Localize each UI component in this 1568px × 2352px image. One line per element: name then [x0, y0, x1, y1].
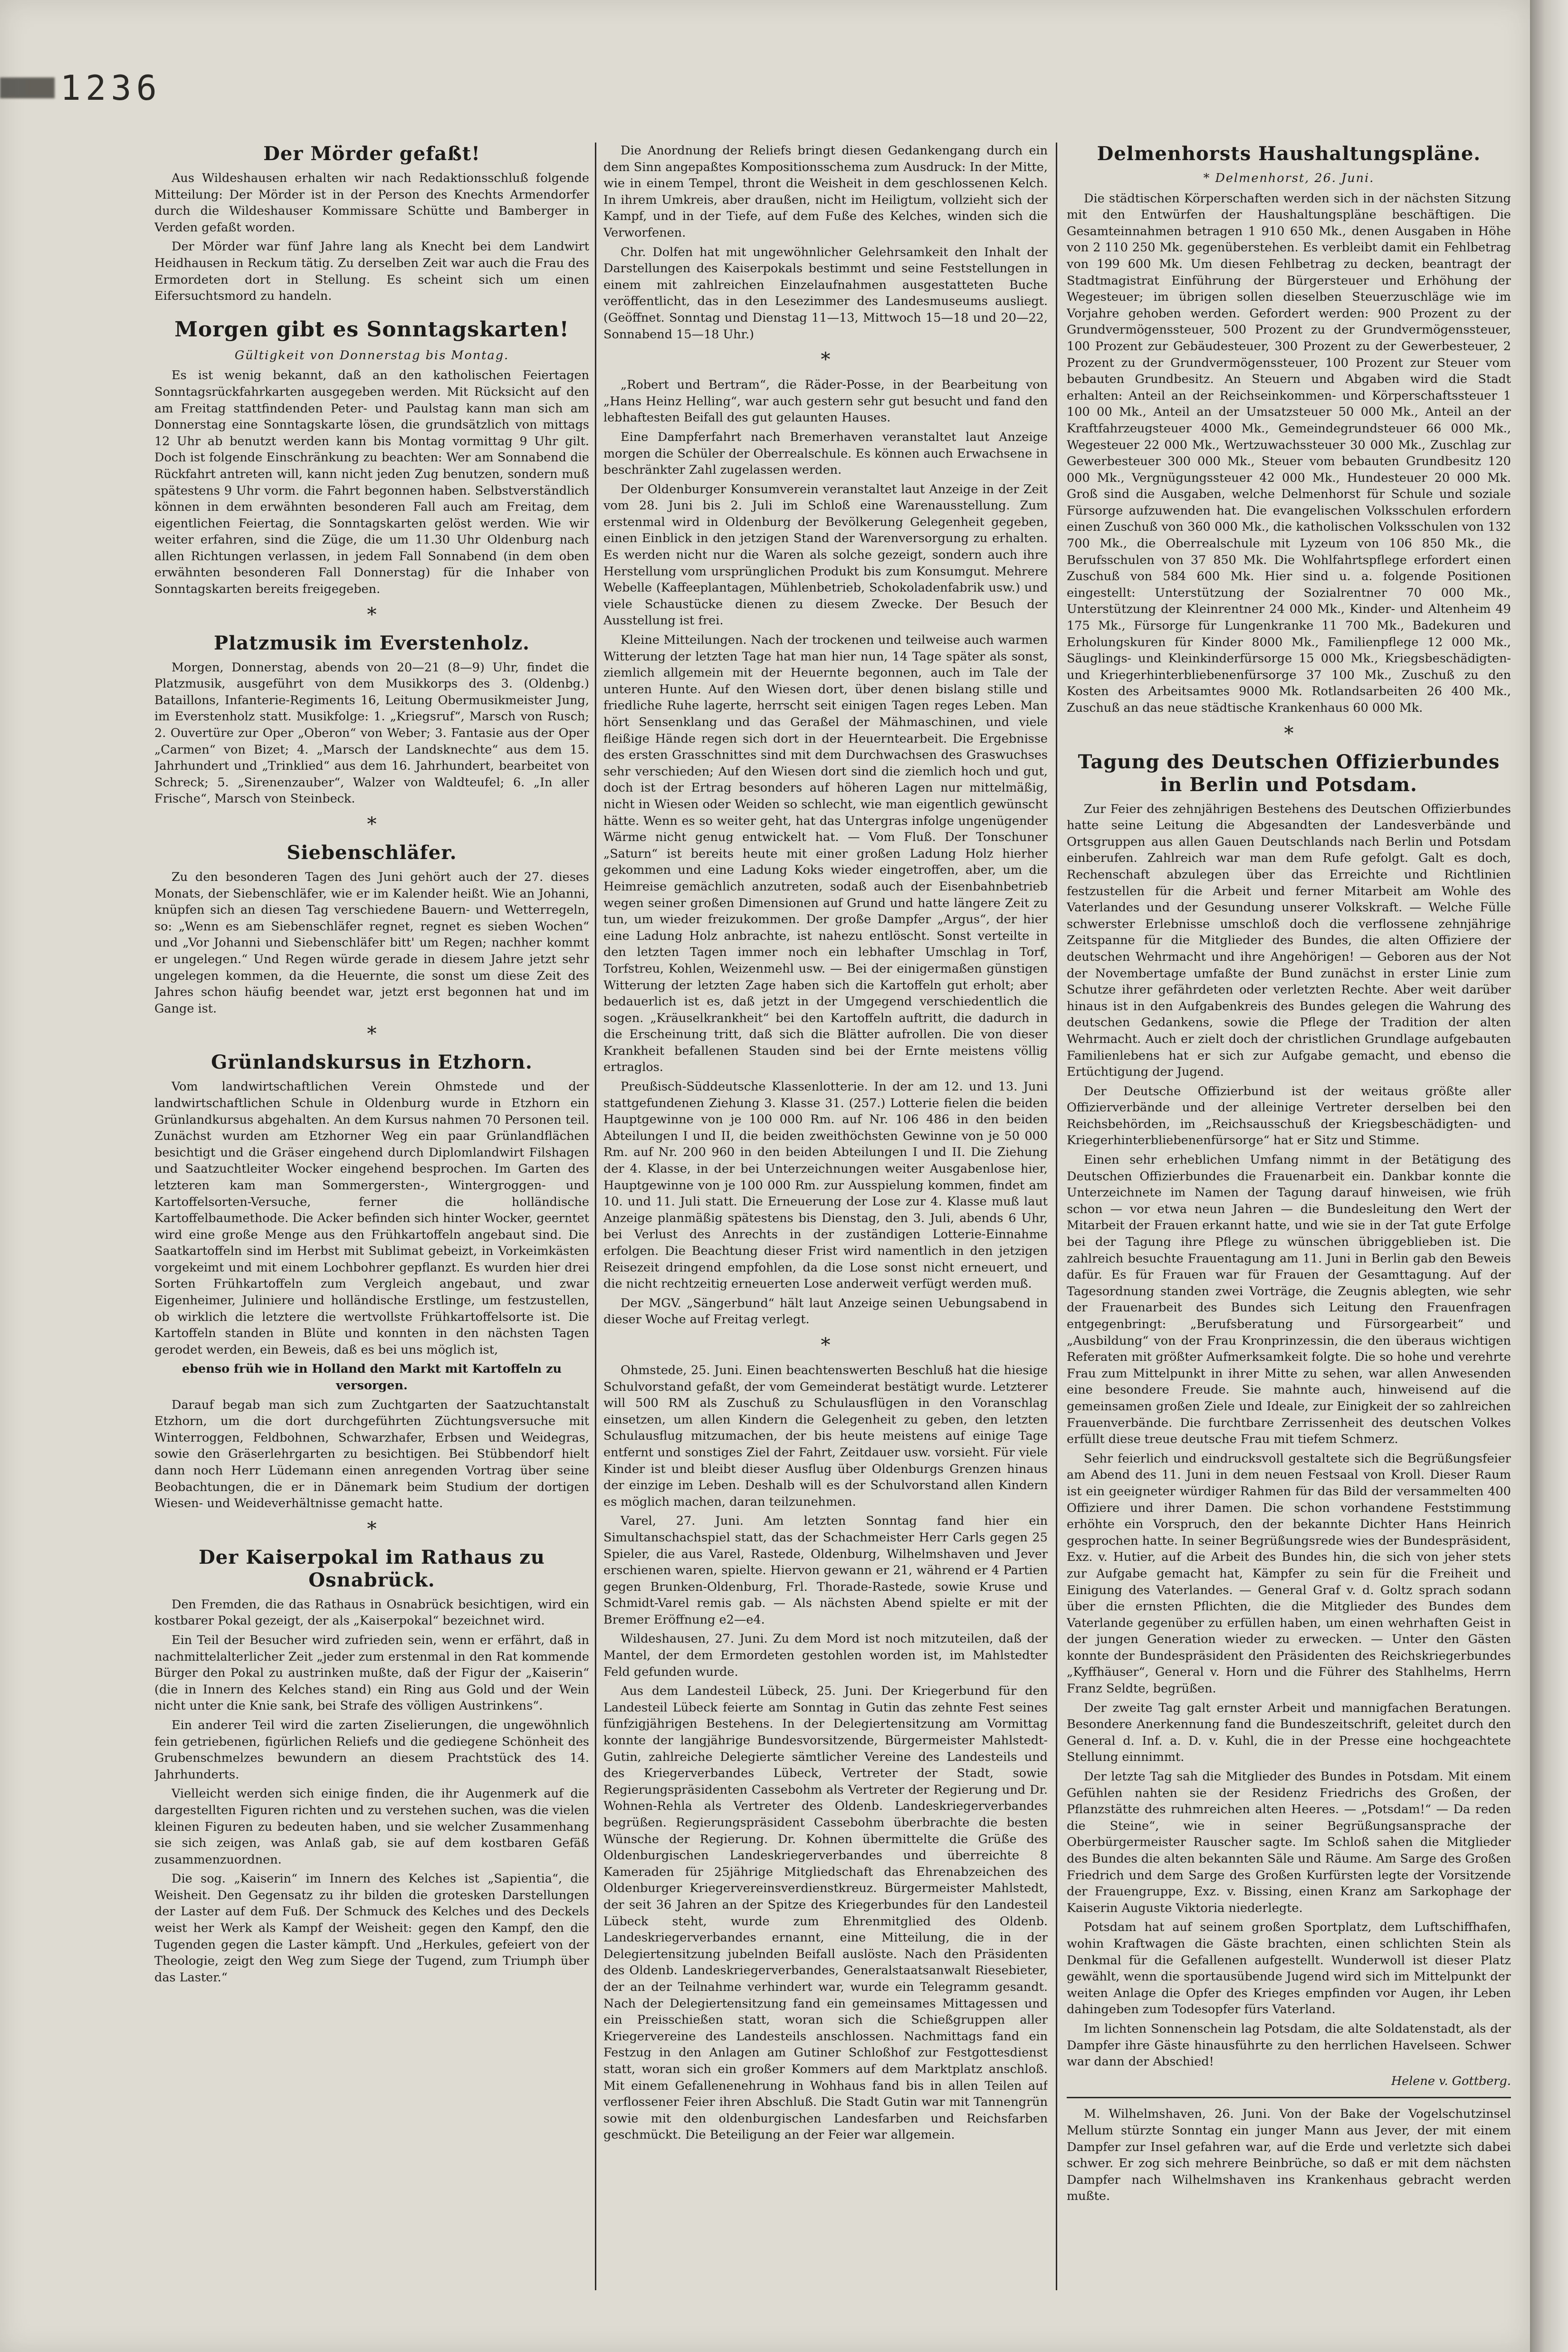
paragraph: Ohmstede, 25. Juni. Einen beachtenswerten Beschluß hat die hiesige Schulvorstand gefaßt, der vom Gemeinderat bestätigt wurde. Letzterer will 500 RM als Zuschuß zu Schulausflügen in den Voranschlag einsetzen, um allen Kindern die Gelegenheit zu geben, den letzten Schulausflug mitzumachen, der bis heute meistens auf einige Tage entfernt und sonstiges Ziel der Fahrt, Zeitdauer usw. vorsieht. Für viele Kinder ist und bleibt dieser Ausflug über Oldenburgs Grenzen hinaus der einzige im Leben. Deshalb will es der Schulvorstand allen Kindern es möglich machen, daran teilzunehmen.	[603, 1363, 1048, 1509]
headline-moerder: Der Mörder gefaßt!	[263, 143, 480, 165]
paragraph: Ein anderer Teil wird die zarten Ziselierungen, die ungewöhnlich fein getriebenen, figürlichen Reliefs und die gediegene Schönheit des Grubenschmelzes bewundern an diesem Prachtstück des 14. Jahrhunderts.	[154, 1718, 589, 1782]
separator-star: *	[1284, 722, 1294, 745]
paragraph: Sehr feierlich und eindrucksvoll gestaltete sich die Begrüßungsfeier am Abend des 11. Juni in dem neuen Festsaal von Kroll. Dieser Raum ist ein geeigneter würdiger Rahmen für das Bild der versammelten 400 Offiziere und ihrer Damen. Die schon vorhandene Feststimmung erhöhte ein Vorspruch, den der bekannte Dichter Hans Heinrich gesprochen hatte. In seiner Begrüßungsrede wies der Bundespräsident, Exz. v. Hutier, auf die Arbeit des Bundes hin, die sich von jeher stets zur Aufgabe gemacht hat, Kämpfer zu sein für die Freiheit und Einigung des Vaterlandes. — General Graf v. d. Goltz sprach sodann über die ernsten Pflichten, die die Mitglieder des Bundes dem Vaterlande gegenüber zu erfüllen haben, um einen wehrhaften Geist in der jungen Generation wieder zu erwecken. — Unter den Gästen konnte der Bundespräsident den Präsidenten des Reichskriegerbundes „Kyffhäuser“, General v. Horn und die Führer des Stahlhelms, Herrn Franz Seldte, begrüßen.	[1067, 1451, 1511, 1696]
paragraph: Aus dem Landesteil Lübeck, 25. Juni. Der Kriegerbund für den Landesteil Lübeck feierte am Sonntag in Gutin das zehnte Fest seines fünfzigjährigen Bestehens. In der Delegiertensitzung am Vormittag konnte der langjährige Bundesvorsitzende, Bürgermeister Mahlstedt-Gutin, zahlreiche Delegierte sämtlicher Vereine des Landesteils und des Kriegerverbandes Lübeck, Vertreter der Stadt, sowie Regierungspräsidenten Cassebohm als Vertreter der Regierung und Dr. Wohnen-Rehla als Vertreter des Oldenb. Landeskriegerverbandes begrüßen. Regierungspräsident Cassebohm überbrachte die besten Wünsche der Regierung. Dr. Kohnen übermittelte die Grüße des Oldenburgischen Landeskriegerverbandes und überreichte 8 Kameraden für 25jährige Mitgliedschaft das Ehrenabzeichen des Oldenburger Kriegervereinsverdienstkreuz. Bürgermeister Mahlstedt, der seit 36 Jahren an der Spitze des Kriegerbundes für den Landesteil Lübeck steht, wurde zum Ehrenmitglied des Oldenb. Landeskriegerverbandes ernannt, eine Mitteilung, die in der Delegiertensitzung jubelnden Beifall auslöste. Nach den Präsidenten des Oldenb. Landeskriegerverbandes, Generalstaatsanwalt Riesebieter, der an der Teilnahme verhindert war, wurde ein Telegramm gesandt. Nach der Delegiertensitzung fand ein gemeinsames Mittagessen und ein Preisschießen statt, woran sich die Schießgruppen aller Kriegervereine des Landesteils anschlossen. Nachmittags fand ein Festzug in den Anlagen am Gutiner Schloßhof zur Festgottesdienst statt, woran sich ein großer Kommers auf dem Marktplatz anschloß. Mit einem Gefallenenehrung in Wohhaus fand bis in allen Teilen auf verflossener Feier ihren Abschluß. Die Stadt Gutin war mit Tannengrün sowie mit den oldenburgischen Landesfarben und Reichsfarben geschmückt. Die Beteiligung an der Feier war allgemein.	[603, 1684, 1048, 2142]
paragraph: Der MGV. „Sängerbund“ hält laut Anzeige seinen Uebungsabend in dieser Woche auf Freitag verlegt.	[603, 1296, 1048, 1327]
headline-platzmusik: Platzmusik im Everstenholz.	[214, 631, 530, 654]
paragraph: M. Wilhelmshaven, 26. Juni. Von der Bake der Vogelschutzinsel Mellum stürzte Sonntag ein junger Mann aus Jever, der mit einem Dampfer zur Insel gefahren war, auf die Erde und verletzte sich dabei schwer. Er zog sich mehrere Beinbrüche, so daß er mit dem nächsten Dampfer nach Wilhelmshaven ins Krankenhaus gebracht werden mußte.	[1067, 2107, 1511, 2204]
paragraph: „Robert und Bertram“, die Räder-Posse, in der Bearbeitung von „Hans Heinz Helling“, war auch gestern sehr gut besucht und fand den lebhaftesten Beifall des gut gelaunten Hauses.	[603, 378, 1048, 425]
paragraph: Ein Teil der Besucher wird zufrieden sein, wenn er erfährt, daß in nachmittelalterlicher Zeit „jeder zum erstenmal in den Rat kommende Bürger den Pokal zu austrinken mußte, daß der Figur der „Kaiserin“ (die in Innern des Kelches stand) ein Ring aus Gold und der Wein nicht unter die Knie sank, bei Strafe des völligen Austrinkens“.	[154, 1633, 589, 1713]
page-number: 1236	[0, 62, 162, 114]
paragraph: Einen sehr erheblichen Umfang nimmt in der Betätigung des Deutschen Offizierbundes die Frauenarbeit ein. Dankbar konnte die Unterzeichnete im Namen der Tagung darauf hinweisen, wie früh schon — vor etwa neun Jahren — die Bundesleitung den Wert der Mitarbeit der Frauen erkannt hatte, und wie sie in der Tat gute Erfolge bei der Tagung ihre Pflege zu wünschen übriggeblieben ist. Die zahlreich besuchte Frauentagung am 11. Juni in Berlin gab den Beweis dafür. Es für Frauen war für Frauen der Gesamttagung. Auf der Tagesordnung standen zwei Vorträge, die Zeugnis ablegten, wie sehr der Frauenarbeit des Bundes sich Leitung den Frauenfragen entgegenbringt: „Berufsberatung und Fürsorgearbeit“ und „Ausbildung“ von der Frau Kronprinzessin, die den überaus wichtigen Referaten mit größter Aufmerksamkeit folgte. Die so hohe und verehrte Frau zum Mittelpunkt in ihrer Mitte zu sehen, war allen Anwesenden eine besondere Freude. Sie mahnte auch, hinweisend auf die gemeinsamen großen Ziele und Ideale, zur Einigkeit der so zahlreichen Frauenverbände. Die furchtbare Zerrissenheit des deutschen Volkes erfüllt diese treue deutsche Frau mit tiefem Schmerz.	[1067, 1153, 1511, 1447]
column-rule	[595, 143, 596, 2290]
author-signature: Helene v. Gottberg.	[1391, 2074, 1511, 2088]
paragraph: Zur Feier des zehnjährigen Bestehens des Deutschen Offizierbundes hatte seine Leitung die Abgesandten der Landesverbände und Ortsgruppen aus allen Gauen Deutschlands nach Berlin und Potsdam einberufen. Zahlreich war man dem Rufe gefolgt. Galt es doch, Rechenschaft abzulegen über das Erreichte und Richtlinien festzustellen für die Arbeit und ferner Mitarbeit am Wohle des Vaterlandes und der Gesundung unserer Volkskraft. — Welche Fülle schwerster Erlebnisse umschloß doch die verflossene zehnjährige Zeitspanne für die Mitglieder des Bundes, die alten Offiziere der deutschen Wehrmacht und ihre Angehörigen! — Geboren aus der Not der Novembertage umfaßte der Bund zunächst in erster Linie zum Schutze ihrer gefährdeten oder verletzten Rechte. Aber weit darüber hinaus ist in den Aufgabenkreis des Bundes gelegen die Wahrung des deutschen Gedankens, sowie die Pflege der Tradition der alten Wehrmacht. Auch er zielt doch der christlichen Grundlage aufgebauten Familienlebens hat er sich zur Aufgabe gemacht, und ebenso die Ertüchtigung der Jugend.	[1067, 802, 1511, 1080]
paragraph: Der Deutsche Offizierbund ist der weitaus größte aller Offizierverbände und der alleinige Vertreter derselben bei den Reichsbehörden, im „Reichsausschuß der Kriegsbeschädigten- und Kriegerhinterbliebenenfürsorge“ hat er Sitz und Stimme.	[1067, 1084, 1511, 1148]
separator-star: *	[367, 813, 377, 835]
paragraph: Zu den besonderen Tagen des Juni gehört auch der 27. dieses Monats, der Siebenschläfer, wie er im Kalender heißt. Wie an Johanni, knüpfen sich an diesen Tag verschiedene Bauern- und Wetterregeln, so: „Wenn es am Siebenschläfer regnet, regnet es sieben Wochen“ und „Vor Johanni und Siebenschläfer bitt' um Regen; nachher kommt er ungelegen.“ Und Regen würde gerade in diesem Jahre jetzt sehr ungelegen kommen, da die Heuernte, die sonst um diese Zeit des Jahres schon häufig beendet war, jetzt erst begonnen hat und im Gange ist.	[154, 870, 589, 1016]
separator-star: *	[367, 1023, 377, 1045]
paragraph: Preußisch-Süddeutsche Klassenlotterie. In der am 12. und 13. Juni stattgefundenen Ziehung 3. Klasse 31. (257.) Lotterie fielen die beiden Hauptgewinne von je 100 000 Rm. auf Nr. 106 486 in den beiden Abteilungen I und II, die beiden zweithöchsten Gewinne von je 50 000 Rm. auf Nr. 200 960 in den beiden Abteilungen I und II. Die Ziehung der 4. Klasse, in der bei Unterzeichnungen weiter Ausgabenlose hier, Hauptgewinne von je 100 000 Rm. zur Ausspielung kommen, findet am 10. und 11. Juli statt. Die Erneuerung der Lose zur 4. Klasse muß laut Anzeige planmäßig spätestens bis Dienstag, den 3. Juli, abends 6 Uhr, bei Verlust des Anrechts in der zuständigen Lotterie-Einnahme erfolgen. Die Beachtung dieser Frist wird namentlich in den jetzigen Reisezeit dringend empfohlen, da die Lose sonst nicht erneuert, und die nicht rechtzeitig erneuerten Lose anderweit verfügt werden muß.	[603, 1080, 1048, 1291]
paragraph: Der Mörder war fünf Jahre lang als Knecht bei dem Landwirt Heidhausen in Reckum tätig. Zu derselben Zeit war auch die Frau des Ermordeten dort in Stellung. Es scheint sich um einen Eifersuchtsmord zu handeln.	[154, 239, 589, 304]
paragraph: Der zweite Tag galt ernster Arbeit und mannigfachen Beratungen. Besondere Anerkennung fand die Bundeszeitschrift, geleitet durch den General d. Inf. a. D. v. Kuhl, die in der Presse eine hochgeachtete Stellung einnimmt.	[1067, 1701, 1511, 1765]
paragraph: Aus Wildeshausen erhalten wir nach Redaktionsschluß folgende Mitteilung: Der Mörder ist in der Person des Knechts Armendorfer durch die Wildeshauser Kommissare Schütte und Bamberger in Verden gefaßt worden.	[154, 171, 589, 235]
paragraph: Die Anordnung der Reliefs bringt diesen Gedankengang durch ein dem Sinn angepaßtes Kompositionsschema zum Ausdruck: In der Mitte, wie in einem Tempel, thront die Weisheit in dem geschlossenen Kelch. In ihrem Umkreis, aber draußen, nicht im Heiligtum, vollzieht sich der Kampf, und in der Tiefe, auf dem Fuße des Kelches, winden sich die Verworfenen.	[603, 143, 1048, 240]
separator-star: *	[367, 603, 377, 626]
paragraph: Potsdam hat auf seinem großen Sportplatz, dem Luftschiffhafen, wohin Kraftwagen die Gäste brachten, einen schlichten Stein als Denkmal für die Gefallenen aufgestellt. Wunderwoll ist dieser Platz gewählt, wenn die sportausübende Jugend wird sich im Mittelpunkt der weiten Anlage die Opfer des Krieges empfinden vor Augen, ihr Leben dahingeben zum Todesopfer fürs Vaterland.	[1067, 1920, 1511, 2017]
ink-smudge	[0, 77, 55, 98]
paragraph: Der Oldenburger Konsumverein veranstaltet laut Anzeige in der Zeit vom 28. Juni bis 2. Juli im Schloß eine Warenausstellung. Zum erstenmal wird in Oldenburg der Bevölkerung Gelegenheit gegeben, einen Einblick in den jetzigen Stand der Warenversorgung zu erhalten. Es werden nicht nur die Waren als solche gezeigt, sondern auch ihre Herstellung vom ursprünglichen Produkt bis zum Konsumgut. Mehrere Webelle (Kaffeeplantagen, Mühlenbetrieb, Schokoladenfabrik usw.) und viele Schaustücke dienen zu diesem Zwecke. Der Besuch der Ausstellung ist frei.	[603, 482, 1048, 628]
paragraph: Die sog. „Kaiserin“ im Innern des Kelches ist „Sapientia“, die Weisheit. Den Gegensatz zu ihr bilden die grotesken Darstellungen der Laster auf dem Fuß. Der Schmuck des Kelches und des Deckels weist her Werk als Kampf der Weisheit: gegen den Kampf, den die Tugenden gegen die Laster kämpft. Und „Herkules, gefeiert von der Theologie, zeigt den Weg zum Siege der Tugend, zum Triumph über das Laster.“	[154, 1872, 589, 1985]
column-2	[603, 143, 1048, 2290]
dateline: * Delmenhorst, 26. Juni.	[1203, 171, 1375, 185]
paragraph: Im lichten Sonnenschein lag Potsdam, die alte Soldatenstadt, als der Dampfer ihre Gäste hinausführte zu den herrlichen Havelseen. Schwer war dann der Abschied!	[1067, 2021, 1511, 2069]
paragraph: Wildeshausen, 27. Juni. Zu dem Mord ist noch mitzuteilen, daß der Mantel, der dem Ermordeten gestohlen worden ist, im Mahlstedter Feld gefunden wurde.	[603, 1632, 1048, 1679]
paragraph: Vom landwirtschaftlichen Verein Ohmstede und der landwirtschaftlichen Schule in Oldenburg wurde in Etzhorn ein Grünlandkursus abgehalten. An dem Kursus nahmen 70 Personen teil. Zunächst wurden am Etzhorner Weg ein paar Grünlandflächen besichtigt und die Gräser eingehend durch Diplomlandwirt Filshagen und Saatzuchtleiter Wocker eingehend besprochen. Im Garten des letzteren kam man Sommergersten-, Wintergroggen- und Kartoffelsorten-Versuche, ferner die holländische Kartoffelbaumethode. Die Acker befinden sich hinter Wocker, geerntet wird eine große Menge aus den Frühkartoffeln angebaut sind. Die Saatkartoffeln sind im Herbst mit Sublimat gebeizt, in Vorkeimkästen vorgekeimt und mit einem Lochbohrer gepflanzt. Es wurden hier drei Sorten Frühkartoffeln zum Vergleich angebaut, und zwar Eigenheimer, Juliniere und holländische Erstlinge, um festzustellen, ob wirklich die letztere die wertvollste Frühkartoffelsorte ist. Die Kartoffeln standen in Blüte und konnten in den nächsten Tagen gerodet werden, ein Beweis, daß es bei uns möglich ist,	[154, 1080, 589, 1357]
paragraph: Chr. Dolfen hat mit ungewöhnlicher Gelehrsamkeit den Inhalt der Darstellungen des Kaiserpokals bestimmt und seine Feststellungen in einem mit zahlreichen Einzelaufnahmen ausgestatteten Buche veröffentlicht, das in den Lesezimmer des Landesmuseums ausliegt. (Geöffnet. Sonntag und Dienstag 11—13, Mittwoch 15—18 und 20—22, Sonnabend 15—18 Uhr.)	[603, 245, 1048, 342]
centered-line: ebenso früh wie in Holland den Markt mit Kartoffeln zu versorgen.	[182, 1362, 562, 1393]
paragraph: Varel, 27. Juni. Am letzten Sonntag fand hier ein Simultanschachspiel statt, das der Schachmeister Herr Carls gegen 25 Spieler, die aus Varel, Rastede, Oldenburg, Wilhelmshaven und Jever erschienen waren, spielte. Hiervon gewann er 21, während er 4 Partien gegen Brunken-Oldenburg, Frl. Thorade-Rastede, sowie Kruse und Schmidt-Varel remis gab. — Als nächsten Abend spielte er mit der Bremer Eröffnung e2—e4.	[603, 1514, 1048, 1627]
headline-kaiserpokal: Der Kaiserpokal im Rathaus zu Osnabrück.	[199, 1546, 545, 1591]
column-3	[1067, 143, 1511, 2290]
paragraph: Darauf begab man sich zum Zuchtgarten der Saatzuchtanstalt Etzhorn, um die dort durchgeführten Züchtungsversuche mit Winterroggen, Feldbohnen, Schwarzhafer, Erbsen und Weidegras, sowie den Gräserlehrgarten zu besichtigen. Bei Stübbendorf hielt dann noch Herr Lüdemann einen anregenden Vortrag über seine Beobachtungen, die er in Dänemark beim Studium der dortigen Wiesen- und Weideverhältnisse gemacht hatte.	[154, 1397, 589, 1511]
book-binding-edge	[1530, 0, 1568, 2352]
subheadline: Gültigkeit von Donnerstag bis Montag.	[234, 348, 509, 363]
headline-delmenhorst: Delmenhorsts Haushaltungspläne.	[1097, 143, 1481, 165]
paragraph: Morgen, Donnerstag, abends von 20—21 (8—9) Uhr, findet die Platzmusik, ausgeführt von dem Musikkorps des 3. (Oldenbg.) Bataillons, Infanterie-Regiments 16, Leitung Obermusikmeister Jung, im Everstenholz statt. Musikfolge: 1. „Kriegsruf“, Marsch von Rusch; 2. Ouvertüre zur Oper „Oberon“ von Weber; 3. Fantasie aus der Oper „Carmen“ von Bizet; 4. „Marsch der Landsknechte“ aus dem 15. Jahrhundert und „Trinklied“ aus dem 16. Jahrhundert, bearbeitet von Schreck; 5. „Sirenenzauber“, Walzer von Waldteufel; 6. „In aller Frische“, Marsch von Steinbeck.	[154, 660, 589, 806]
paragraph: Die städtischen Körperschaften werden sich in der nächsten Sitzung mit den Entwürfen der Haushaltungspläne beschäftigen. Die Gesamteinnahmen betragen 1 910 650 Mk., denen Ausgaben in Höhe von 2 110 250 Mk. gegenüberstehen. Es verbleibt damit ein Fehlbetrag von 199 600 Mk. Um diesen Fehlbetrag zu decken, beantragt der Stadtmagistrat Einführung der Bürgersteuer und Erhöhung der Wegesteuer; im übrigen sollen dieselben Steuerzuschläge wie im Vorjahre gehoben werden. Gefordert werden: 900 Prozent zu der Grundvermögenssteuer, 500 Prozent zu der Grundvermögenssteuer, 100 Prozent zur Gebäudesteuer, 300 Prozent zu der Gewerbesteuer, 2 Prozent zu der Grundvermögenssteuer, 100 Prozent zur Steuer vom bebauten Grundbesitz. An Steuern und Abgaben wird die Stadt erhalten: Anteil an der Reichseinkommen- und Körperschaftssteuer 1 100 00 Mk., Anteil an der Umsatzsteuer 50 000 Mk., Anteil an der Kraftfahrzeugsteuer 4000 Mk., Gemeindegrundsteuer 66 000 Mk., Wegesteuer 22 000 Mk., Wertzuwachssteuer 30 000 Mk., Zuschlag zur Gewerbesteuer 300 000 Mk., Steuer vom bebauten Grundbesitz 120 000 Mk., Vergnügungssteuer 42 000 Mk., Hundesteuer 20 000 Mk. Groß sind die Ausgaben, welche Delmenhorst für Schule und soziale Fürsorge aufzuwenden hat. Die evangelischen Volksschulen erfordern einen Zuschuß von 360 000 Mk., die katholischen Volksschulen von 132 700 Mk., die Oberrealschule mit Lyzeum von 106 850 Mk., die Berufsschulen von 37 850 Mk. Die Wohlfahrtspflege erfordert einen Zuschuß von 584 600 Mk. Hier sind u. a. folgende Positionen eingestellt: Unterstützung der Sozialrentner 70 000 Mk., Unterstützung der Kleinrentner 24 000 Mk., Kinder- und Altenheim 49 175 Mk., Fürsorge für Lungenkranke 11 700 Mk., Badekuren und Erholungskuren für Kinder 8000 Mk., Familienpflege 12 000 Mk., Säuglings- und Kleinkinderfürsorge 15 000 Mk., Kriegsbeschädigten- und Kriegerhinterbliebenenfürsorge 37 100 Mk., Zuschuß zu den Kosten des Arbeitsamtes 9000 Mk. Rotlandsarbeiten 26 400 Mk., Zuschuß an das neue städtische Krankenhaus 60 000 Mk.	[1067, 191, 1511, 715]
separator-star: *	[367, 1518, 377, 1540]
paragraph: Es ist wenig bekannt, daß an den katholischen Feiertagen Sonntagsrückfahrkarten ausgegeben werden. Mit Rücksicht auf den am Freitag stattfindenden Peter- und Paulstag kann man sich am Donnerstag eine Sonntagskarte lösen, die grundsätzlich von mittags 12 Uhr ab benutzt werden kann bis Montag vormittag 9 Uhr gilt. Doch ist folgende Einschränkung zu beachten: Wer am Sonnabend die Rückfahrt antreten will, kann nicht jeden Zug benutzen, sondern muß spätestens 9 Uhr vorm. die Fahrt begonnen haben. Selbstverständlich können in dem erwähnten besonderen Fall auch am Freitag, dem eigentlichen Feiertag, die Sonntagskarten gelöst werden. Wie wir weiter erfahren, sind die Züge, die um 11.30 Uhr Oldenburg nach allen Richtungen verlassen, in jedem Fall Sonnabend (in dem oben erwähnten besonderen Fall Donnerstag) für die Inhaber von Sonntagskarten bereits freigegeben.	[154, 368, 589, 597]
paragraph: Vielleicht werden sich einige finden, die ihr Augenmerk auf die dargestellten Figuren richten und zu verstehen suchen, was die vielen kleinen Figuren zu bedeuten haben, und sie welcher Zusammenhang sie sich zeigen, was Anlaß gab, sie auf dem kostbaren Gefäß zusammenzuordnen.	[154, 1787, 589, 1867]
headline-offizierbund: Tagung des Deutschen Offizierbundes in Berlin und Potsdam.	[1078, 750, 1500, 796]
separator-star: *	[821, 349, 831, 371]
paragraph: Kleine Mitteilungen. Nach der trockenen und teilweise auch warmen Witterung der letzten Tage hat man hier nun, 14 Tage später als sonst, ziemlich allgemein mit der Heuernte begonnen, auch im Tale der unteren Hunte. Auf den Wiesen dort, über denen bislang stille und friedliche Ruhe lagerte, herrscht seit einigen Tagen reges Leben. Man hört Sensenklang und das Geraßel der Mähmaschinen, und viele fleißige Hände regen sich dort in der Heuerntearbeit. Die Ergebnisse des ersten Grasschnittes sind mit dem Durchwachsen des Graswuchses sehr verschieden; Auf den Wiesen dort sind die ziemlich hoch und gut, doch ist der Ertrag besonders auf höheren Lagen nur mittelmäßig, nicht in Wiesen oder Weiden so schlecht, wie man eigentlich gewünscht hätte. Wenn es so weiter geht, hat das Untergras infolge ungenügender Wärme nicht genug entwickelt hat. — Vom Fluß. Der Tonschuner „Saturn“ ist bereits heute mit einer großen Ladung Holz hierher gekommen und eine Ladung Koks wieder eingetroffen, aber, um die Heimreise gemächlich anzutreten, sodaß auch der Eisenbahnbetrieb wegen seiner großen Dimensionen auf Grund und hatte längere Zeit zu tun, um wieder freizukommen. Der große Dampfer „Argus“, der hier eine Ladung Holz anbrachte, ist nahezu entlöscht. Sonst verteilte in den letzten Tagen immer noch ein lebhafter Umschlag in Torf, Torfstreu, Kohlen, Weizenmehl usw. — Bei der einigermaßen günstigen Witterung der letzten Zage haben sich die Kartoffeln gut erholt; aber bedauerlich ist es, daß jetzt in der Umgegend verschiedentlich die sogen. „Kräuselkrankheit“ bei den Kartoffeln auftritt, die dadurch in die Erscheinung tritt, daß sich die Blätter aufrollen. Die von dieser Krankheit befallenen Stauden sind bei der Ernte meistens völlig ertraglos.	[603, 633, 1048, 1075]
paragraph: Der letzte Tag sah die Mitglieder des Bundes in Potsdam. Mit einem Gefühlen nahten sie der Residenz Friedrichs des Großen, der Pflanzstätte des ruhmreichen alten Heeres. — „Potsdam!“ — Da reden die Steine“, wie in seiner Begrüßungsansprache der Oberbürgermeister Rauscher sagte. Im Schloß sahen die Mitglieder des Bundes die alten bekannten Säle und Räume. Am Sarge des Großen Friedrich und dem Sarge des Großen Kurfürsten legte der Vorsitzende der Frauengruppe, Exz. v. Bissing, einen Kranz am Sarkophage der Kaiserin Auguste Viktoria niederlegte.	[1067, 1769, 1511, 1915]
separator-star: *	[821, 1334, 831, 1356]
divider	[1067, 2097, 1511, 2098]
headline-sonntagskarten: Morgen gibt es Sonntagskarten!	[174, 317, 569, 342]
headline-gruenlandskursus: Grünlandskursus in Etzhorn.	[211, 1051, 533, 1074]
column-rule	[1056, 143, 1057, 2290]
column-1	[154, 143, 589, 2290]
headline-siebenschlaefer: Siebenschläfer.	[287, 841, 457, 864]
paragraph: Den Fremden, die das Rathaus in Osnabrück besichtigen, wird ein kostbarer Pokal gezeigt, der als „Kaiserpokal“ bezeichnet wird.	[154, 1597, 589, 1628]
paragraph: Eine Dampferfahrt nach Bremerhaven veranstaltet laut Anzeige morgen die Schüler der Oberrealschule. Es können auch Erwachsene in beschränkter Zahl zugelassen werden.	[603, 430, 1048, 478]
